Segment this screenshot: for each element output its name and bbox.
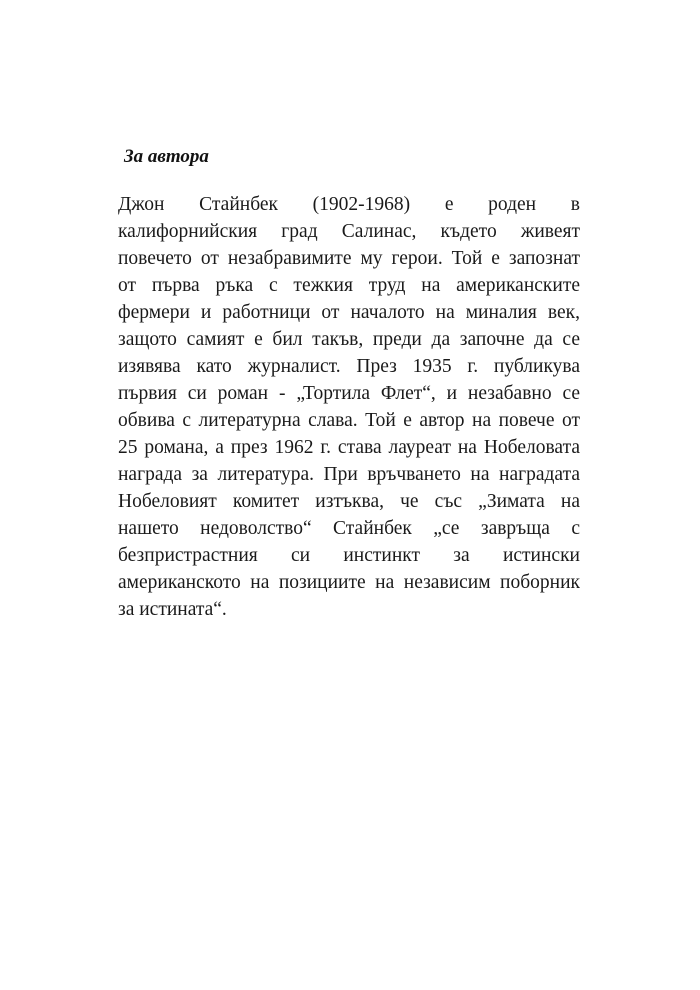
paragraph-line: обвива с литературна слава. Той е автор на повече от xyxy=(118,410,580,431)
paragraph-line: американското на позициите на независим поборник xyxy=(118,572,580,593)
paragraph-line: изявява като журналист. През 1935 г. публикува xyxy=(118,356,580,377)
paragraph-line: Джон Стайнбек (1902-1968) е роден в xyxy=(118,194,580,215)
paragraph-line: 25 романа, а през 1962 г. става лауреат на Нобеловата xyxy=(118,437,580,458)
paragraph-line: безпристрастния си инстинкт за истински xyxy=(118,545,580,566)
section-heading: За автора xyxy=(124,146,209,167)
paragraph-line: за истината“. xyxy=(118,599,227,620)
paragraph-line: фермери и работници от началото на миналия век, xyxy=(118,302,580,323)
paragraph-line: защото самият е бил такъв, преди да започне да се xyxy=(118,329,580,350)
paragraph-line: първия си роман - „Тортила Флет“, и незабавно се xyxy=(118,383,580,404)
paragraph-line: Нобеловият комитет изтъква, че със „Зимата на xyxy=(118,491,580,512)
paragraph-line: повечето от незабравимите му герои. Той е запознат xyxy=(118,248,580,269)
paragraph-line: от първа ръка с тежкия труд на американските xyxy=(118,275,580,296)
paragraph-line: награда за литература. При връчването на наградата xyxy=(118,464,580,485)
author-bio-paragraph xyxy=(118,191,580,623)
paragraph-line: нашето недоволство“ Стайнбек „се завръща с xyxy=(118,518,580,539)
paragraph-line: калифорнийския град Салинас, където живеят xyxy=(118,221,580,242)
